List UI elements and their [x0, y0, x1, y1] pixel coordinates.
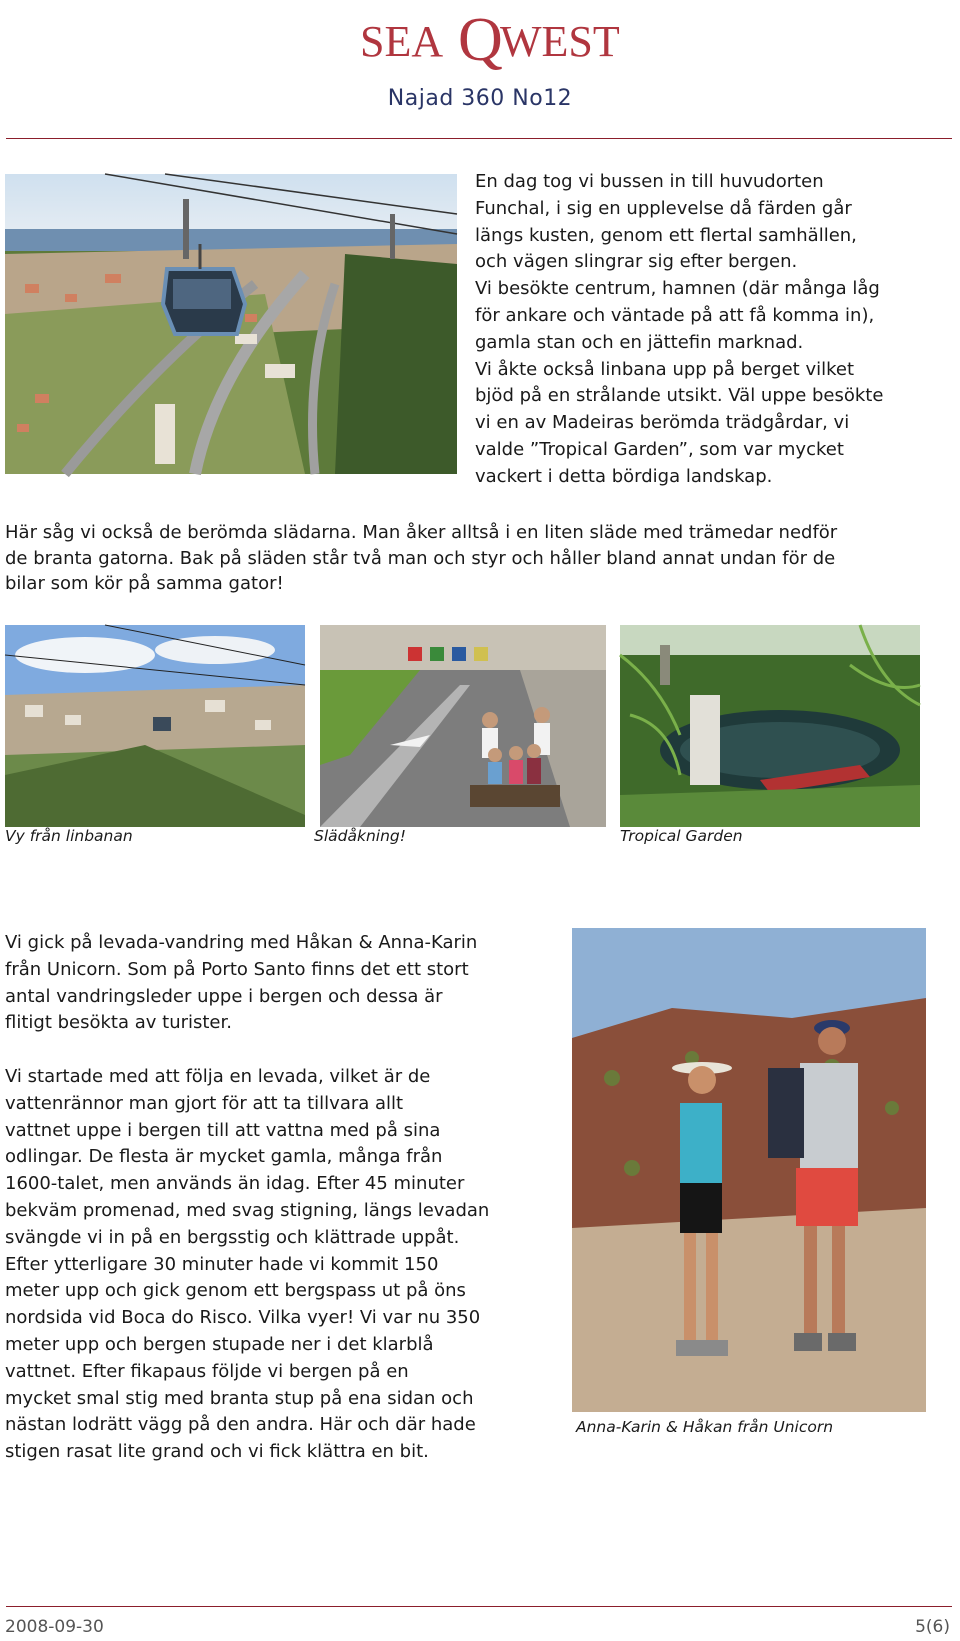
levada-intro-paragraph — [5, 930, 565, 1037]
sled-line: Här såg vi också de berömda slädarna. Man åker alltså i en liten släde med trämedar nedför — [5, 522, 838, 543]
levada-line: nästan lodrätt vägg på den andra. Här och där hade — [5, 1414, 476, 1436]
caption-tropical-garden: Tropical Garden — [620, 827, 743, 845]
levada-intro-line: Vi gick på levada-vandring med Håkan & Anna-Karin — [5, 932, 478, 953]
footer-page-number: 5(6) — [915, 1617, 950, 1637]
page-title: Najad 360 No12 — [387, 86, 573, 111]
intro-line: valde ”Tropical Garden”, som var mycket — [475, 438, 844, 460]
photo-cable-car-view — [5, 625, 305, 827]
photo-tropical-garden — [620, 625, 920, 827]
levada-line: mycket smal stig med branta stup på ena sidan och — [5, 1387, 474, 1409]
levada-line: svängde vi in på en bergsstig och klättrade uppåt. — [5, 1226, 460, 1248]
sled-paragraph — [5, 520, 955, 597]
header-divider — [6, 138, 952, 139]
footer-date: 2008-09-30 — [5, 1617, 104, 1637]
levada-intro-line: antal vandringsleder uppe i bergen och dessa är — [5, 985, 443, 1007]
photo-sled-ride — [320, 625, 606, 827]
intro-paragraph — [475, 169, 955, 491]
sled-line: bilar som kör på samma gator! — [5, 573, 284, 594]
photo-cable-car — [5, 174, 457, 474]
levada-line: bekväm promenad, med svag stigning, längs levadan — [5, 1199, 490, 1221]
levada-line: vattnet. Efter fikapaus följde vi bergen på en — [5, 1360, 409, 1382]
levada-line: meter upp och gick genom ett bergspass ut på öns — [5, 1280, 466, 1302]
levada-line: vattnet uppe i bergen till att vattna med på sina — [5, 1119, 441, 1141]
intro-line: och vägen slingrar sig efter bergen. — [475, 251, 798, 273]
intro-line: Vi besökte centrum, hamnen (där många låg — [475, 278, 880, 300]
intro-line: En dag tog vi bussen in till huvudorten — [475, 171, 824, 192]
levada-line: nordsida vid Boca do Risco. Vilka vyer! Vi var nu 350 — [5, 1307, 481, 1329]
levada-line: vattenrännor man gjort för att ta tillvara allt — [5, 1092, 404, 1114]
intro-line: vi en av Madeiras berömda trädgårdar, vi — [475, 412, 850, 434]
caption-hikers: Anna-Karin & Håkan från Unicorn — [576, 1418, 834, 1436]
levada-paragraph — [5, 1064, 565, 1466]
photo-hikers — [572, 928, 926, 1412]
caption-cable-car-view: Vy från linbanan — [5, 827, 133, 845]
levada-line: stigen rasat lite grand och vi fick klättra en bit. — [5, 1441, 429, 1463]
logo-letter-q: Q — [458, 6, 503, 74]
levada-line: Efter ytterligare 30 minuter hade vi kommit 150 — [5, 1253, 439, 1275]
intro-line: bjöd på en strålande utsikt. Väl uppe besökte — [475, 385, 884, 407]
intro-line: vackert i detta bördiga landskap. — [475, 465, 773, 487]
intro-line: för ankare och väntade på att få komma in), — [475, 304, 875, 326]
logo-text-left: SEA — [360, 17, 444, 66]
footer-divider — [6, 1606, 952, 1607]
seaqwest-logo — [360, 6, 620, 80]
levada-line: meter upp och bergen stupade ner i det klarblå — [5, 1333, 434, 1355]
intro-line: Vi åkte också linbana upp på berget vilket — [475, 358, 855, 380]
intro-line: Funchal, i sig en upplevelse då färden går — [475, 197, 852, 219]
levada-line: 1600-talet, men används än idag. Efter 45 minuter — [5, 1173, 465, 1195]
intro-line: gamla stan och en jättefin marknad. — [475, 331, 804, 353]
levada-line: Vi startade med att följa en levada, vilket är de — [5, 1066, 431, 1087]
caption-sled-ride: Slädåkning! — [314, 827, 406, 845]
levada-line: odlingar. De flesta är mycket gamla, många från — [5, 1146, 443, 1168]
levada-intro-line: från Unicorn. Som på Porto Santo finns det ett stort — [5, 958, 469, 980]
levada-intro-line: flitigt besökta av turister. — [5, 1012, 232, 1034]
sled-line: de branta gatorna. Bak på släden står två man och styr och håller bland annat undan för de — [5, 547, 836, 569]
logo-text-right: WEST — [500, 17, 620, 66]
intro-line: längs kusten, genom ett flertal samhällen, — [475, 224, 857, 246]
